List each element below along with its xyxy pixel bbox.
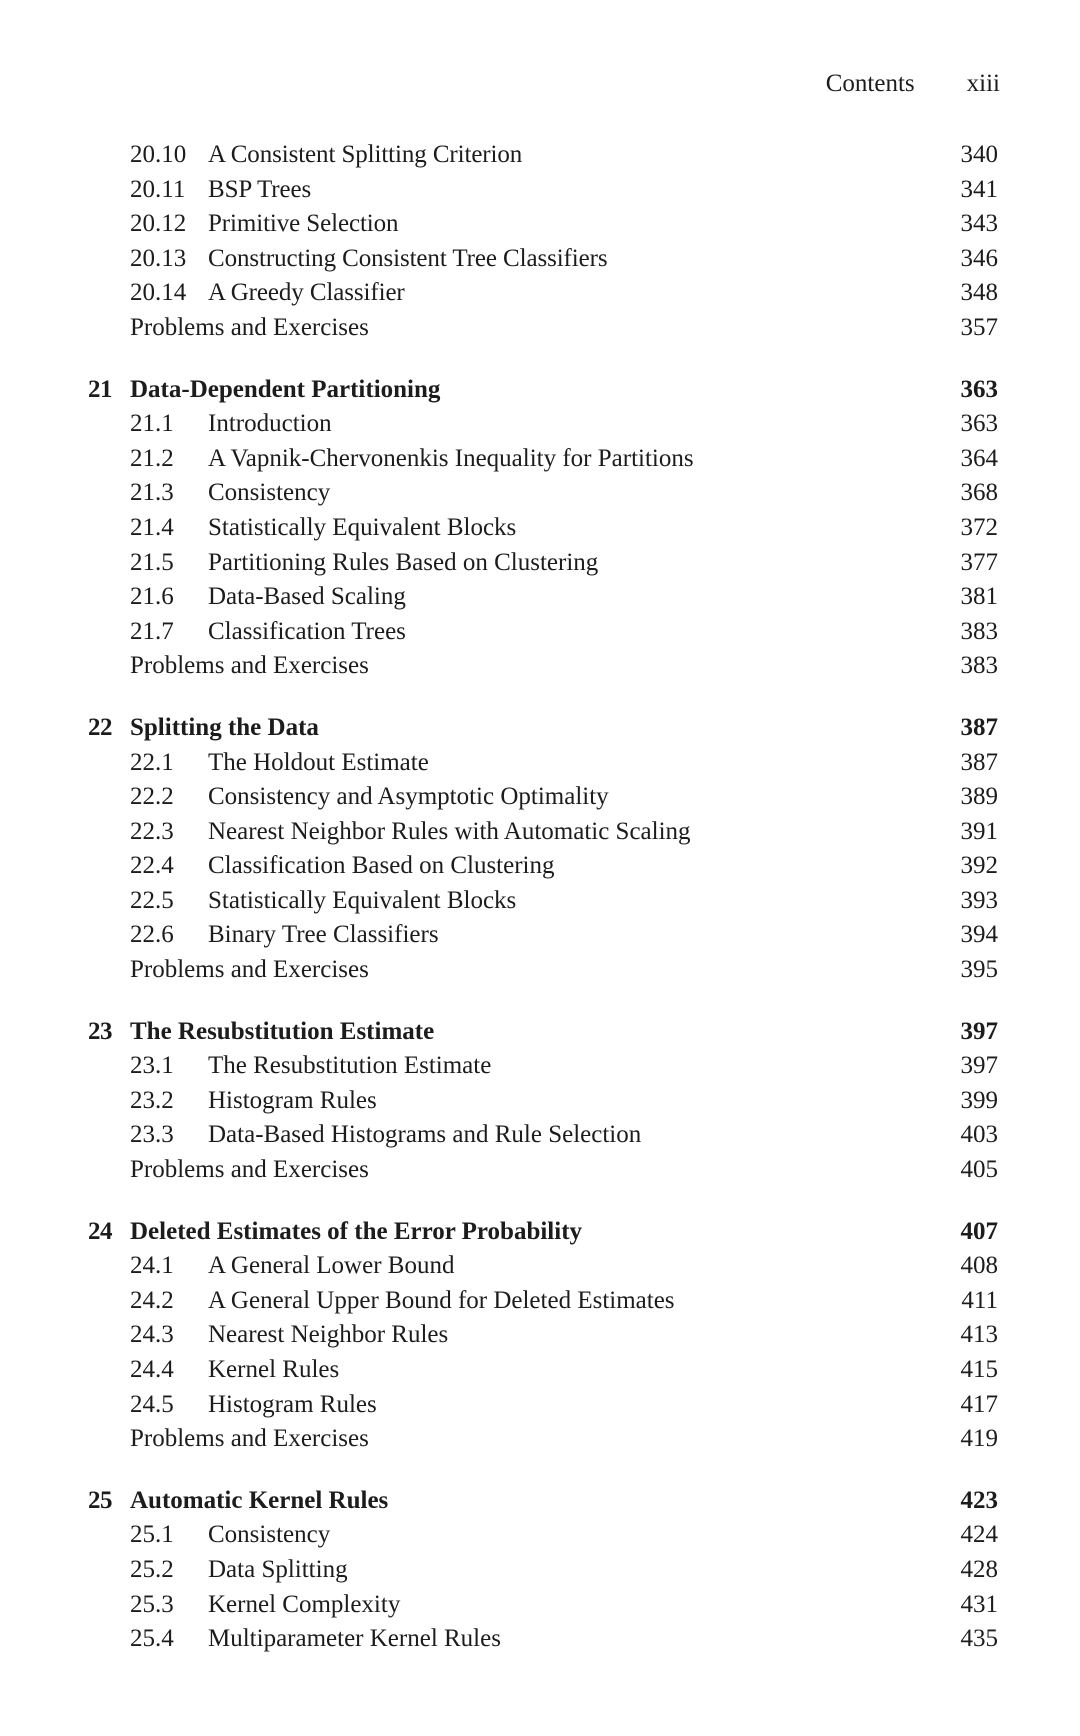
section-title: Data-Based Histograms and Rule Selection xyxy=(208,1121,642,1149)
section-number: 23.3 xyxy=(130,1121,174,1149)
section-number: 23.2 xyxy=(130,1086,174,1114)
section-title: A General Lower Bound xyxy=(208,1252,455,1280)
section-title: Primitive Selection xyxy=(208,210,399,238)
section-title: A Consistent Splitting Criterion xyxy=(208,141,523,168)
toc-section-row xyxy=(0,173,1080,208)
section-number: 24.5 xyxy=(130,1390,174,1418)
section-page: 343 xyxy=(960,210,998,238)
section-title: Classification Trees xyxy=(208,617,406,645)
section-number: 21.6 xyxy=(130,583,174,611)
section-page: 391 xyxy=(960,817,998,845)
section-number: 22.6 xyxy=(130,921,174,949)
section-number: 24.2 xyxy=(130,1286,174,1314)
section-number: 20.10 xyxy=(130,141,187,168)
section-page: 389 xyxy=(960,783,998,811)
toc-chapter-row xyxy=(0,373,1080,408)
section-number: 22.4 xyxy=(130,852,174,880)
section-page: 424 xyxy=(960,1521,998,1549)
chapter-title: Deleted Estimates of the Error Probability xyxy=(130,1217,583,1245)
toc-chapter-row xyxy=(0,1015,1080,1050)
section-title: Kernel Complexity xyxy=(208,1590,401,1618)
section-number: 20.14 xyxy=(130,279,187,307)
section-title: Constructing Consistent Tree Classifiers xyxy=(208,244,608,272)
section-page: 377 xyxy=(960,548,998,576)
section-number: 25.4 xyxy=(130,1625,174,1653)
toc-section-row xyxy=(0,276,1080,311)
section-page: 403 xyxy=(960,1121,998,1149)
toc-section-row xyxy=(0,546,1080,581)
section-title: Consistency and Asymptotic Optimality xyxy=(208,783,609,811)
section-title: Data-Based Scaling xyxy=(208,583,406,611)
toc-section-row xyxy=(0,1249,1080,1284)
toc-problems-row xyxy=(0,1422,1080,1457)
toc-section-row xyxy=(0,511,1080,546)
section-title: Problems and Exercises xyxy=(130,1425,369,1453)
toc-section-row xyxy=(0,407,1080,442)
chapter-21 xyxy=(0,373,1080,684)
section-title: A General Upper Bound for Deleted Estimates xyxy=(208,1286,675,1314)
section-number: 22.1 xyxy=(130,748,174,776)
chapter-page: 397 xyxy=(960,1017,998,1045)
section-number: 25.2 xyxy=(130,1555,174,1583)
running-head-title: Contents xyxy=(825,70,915,97)
section-page: 381 xyxy=(960,583,998,611)
section-title: Multiparameter Kernel Rules xyxy=(208,1625,501,1653)
section-title: Problems and Exercises xyxy=(130,1156,369,1184)
toc-section-row xyxy=(0,815,1080,850)
chapter-title: Automatic Kernel Rules xyxy=(130,1486,389,1514)
section-page: 428 xyxy=(960,1555,998,1583)
section-title: A Greedy Classifier xyxy=(208,279,405,307)
section-page: 411 xyxy=(961,1286,998,1314)
section-page: 368 xyxy=(960,479,998,507)
section-number: 24.4 xyxy=(130,1356,174,1383)
section-number: 21.2 xyxy=(130,444,174,472)
toc-section-row xyxy=(0,780,1080,815)
section-page: 435 xyxy=(960,1625,998,1653)
chapter-number: 21 xyxy=(88,375,112,403)
section-title: Introduction xyxy=(208,410,332,438)
section-page: 415 xyxy=(960,1356,998,1383)
section-number: 20.12 xyxy=(130,210,187,238)
section-number: 21.7 xyxy=(130,617,174,645)
section-number: 23.1 xyxy=(130,1052,174,1080)
section-number: 21.4 xyxy=(130,513,174,541)
section-page: 399 xyxy=(960,1086,998,1114)
toc-section-row xyxy=(0,849,1080,884)
section-page: 419 xyxy=(960,1425,998,1453)
toc-problems-row xyxy=(0,953,1080,988)
section-title: BSP Trees xyxy=(208,175,312,203)
toc-section-row xyxy=(0,1049,1080,1084)
toc-chapter-row xyxy=(0,1215,1080,1250)
section-title: A Vapnik-Chervonenkis Inequality for Partitions xyxy=(208,444,694,472)
chapter-title: The Resubstitution Estimate xyxy=(130,1017,435,1045)
section-title: Data Splitting xyxy=(208,1555,348,1583)
section-page: 364 xyxy=(960,444,998,472)
section-title: Kernel Rules xyxy=(208,1356,340,1383)
section-page: 397 xyxy=(960,1052,998,1080)
toc-section-row xyxy=(0,580,1080,615)
section-page: 340 xyxy=(960,141,998,168)
section-title: Problems and Exercises xyxy=(130,313,369,341)
running-head-page-number: xiii xyxy=(966,70,1000,97)
toc-section-row xyxy=(0,476,1080,511)
toc-section-row xyxy=(0,1353,1080,1388)
toc-section-row xyxy=(0,1118,1080,1153)
toc-section-row xyxy=(0,1518,1080,1553)
section-page: 395 xyxy=(960,956,998,984)
toc-problems-row xyxy=(0,649,1080,684)
toc-section-row xyxy=(0,746,1080,781)
chapter-number: 22 xyxy=(88,713,112,741)
toc-section-row xyxy=(0,242,1080,277)
toc-section-row xyxy=(0,1622,1080,1657)
toc-section-row xyxy=(0,1388,1080,1423)
section-title: Statistically Equivalent Blocks xyxy=(208,886,517,914)
toc-section-row xyxy=(0,1284,1080,1319)
chapter-number: 25 xyxy=(88,1486,112,1514)
section-title: Problems and Exercises xyxy=(130,652,369,680)
section-title: Consistency xyxy=(208,1521,331,1549)
section-number: 22.2 xyxy=(130,783,174,811)
toc-section-row xyxy=(0,1553,1080,1588)
toc-problems-row xyxy=(0,1153,1080,1188)
section-title: Partitioning Rules Based on Clustering xyxy=(208,548,599,576)
table-of-contents xyxy=(0,138,1080,1657)
section-title: The Holdout Estimate xyxy=(208,748,429,776)
section-page: 431 xyxy=(960,1590,998,1618)
section-page: 346 xyxy=(960,244,998,272)
chapter-number: 23 xyxy=(88,1017,112,1045)
chapter-page: 363 xyxy=(960,375,998,403)
section-page: 348 xyxy=(960,279,998,307)
section-title: Statistically Equivalent Blocks xyxy=(208,513,517,541)
section-page: 363 xyxy=(960,410,998,438)
section-page: 341 xyxy=(960,175,998,203)
section-page: 392 xyxy=(960,852,998,880)
section-page: 357 xyxy=(960,313,998,341)
section-number: 22.5 xyxy=(130,886,174,914)
section-title: Consistency xyxy=(208,479,331,507)
toc-section-row xyxy=(0,884,1080,919)
chapter-22 xyxy=(0,711,1080,988)
section-title: Histogram Rules xyxy=(208,1086,377,1114)
toc-section-row xyxy=(0,442,1080,477)
toc-section-row xyxy=(0,207,1080,242)
section-number: 24.1 xyxy=(130,1252,174,1280)
section-title: Histogram Rules xyxy=(208,1390,377,1418)
section-page: 405 xyxy=(960,1156,998,1184)
section-page: 417 xyxy=(960,1390,998,1418)
section-page: 408 xyxy=(960,1252,998,1280)
section-title: Problems and Exercises xyxy=(130,956,369,984)
continued-sections xyxy=(0,138,1080,346)
running-head xyxy=(826,70,1000,98)
chapter-23 xyxy=(0,1015,1080,1188)
section-title: Classification Based on Clustering xyxy=(208,852,555,880)
section-page: 383 xyxy=(960,652,998,680)
chapter-title: Data-Dependent Partitioning xyxy=(130,375,441,403)
toc-chapter-row xyxy=(0,711,1080,746)
toc-section-row xyxy=(0,1588,1080,1623)
chapter-page: 387 xyxy=(960,713,998,741)
section-page: 413 xyxy=(960,1321,998,1349)
section-page: 383 xyxy=(960,617,998,645)
toc-section-row xyxy=(0,918,1080,953)
toc-section-row xyxy=(0,1084,1080,1119)
chapter-page: 407 xyxy=(960,1217,998,1245)
toc-section-row xyxy=(0,1318,1080,1353)
section-title: Nearest Neighbor Rules xyxy=(208,1321,449,1349)
chapter-24 xyxy=(0,1215,1080,1457)
section-number: 20.13 xyxy=(130,244,187,272)
section-number: 25.1 xyxy=(130,1521,174,1549)
toc-section-row xyxy=(0,615,1080,650)
chapter-number: 24 xyxy=(88,1217,112,1245)
section-number: 21.3 xyxy=(130,479,174,507)
section-page: 393 xyxy=(960,886,998,914)
toc-chapter-row xyxy=(0,1484,1080,1519)
toc-section-row xyxy=(0,138,1080,173)
section-number: 21.1 xyxy=(130,410,174,438)
section-number: 22.3 xyxy=(130,817,174,845)
section-number: 21.5 xyxy=(130,548,174,576)
section-page: 372 xyxy=(960,513,998,541)
section-title: Binary Tree Classifiers xyxy=(208,921,439,949)
chapter-page: 423 xyxy=(960,1486,998,1514)
section-page: 394 xyxy=(960,921,998,949)
chapter-title: Splitting the Data xyxy=(130,713,319,741)
section-title: The Resubstitution Estimate xyxy=(208,1052,492,1080)
section-number: 24.3 xyxy=(130,1321,174,1349)
section-title: Nearest Neighbor Rules with Automatic Scaling xyxy=(208,817,691,845)
section-page: 387 xyxy=(960,748,998,776)
chapter-25 xyxy=(0,1484,1080,1657)
section-number: 20.11 xyxy=(130,175,186,203)
toc-problems-row xyxy=(0,311,1080,346)
section-number: 25.3 xyxy=(130,1590,174,1618)
